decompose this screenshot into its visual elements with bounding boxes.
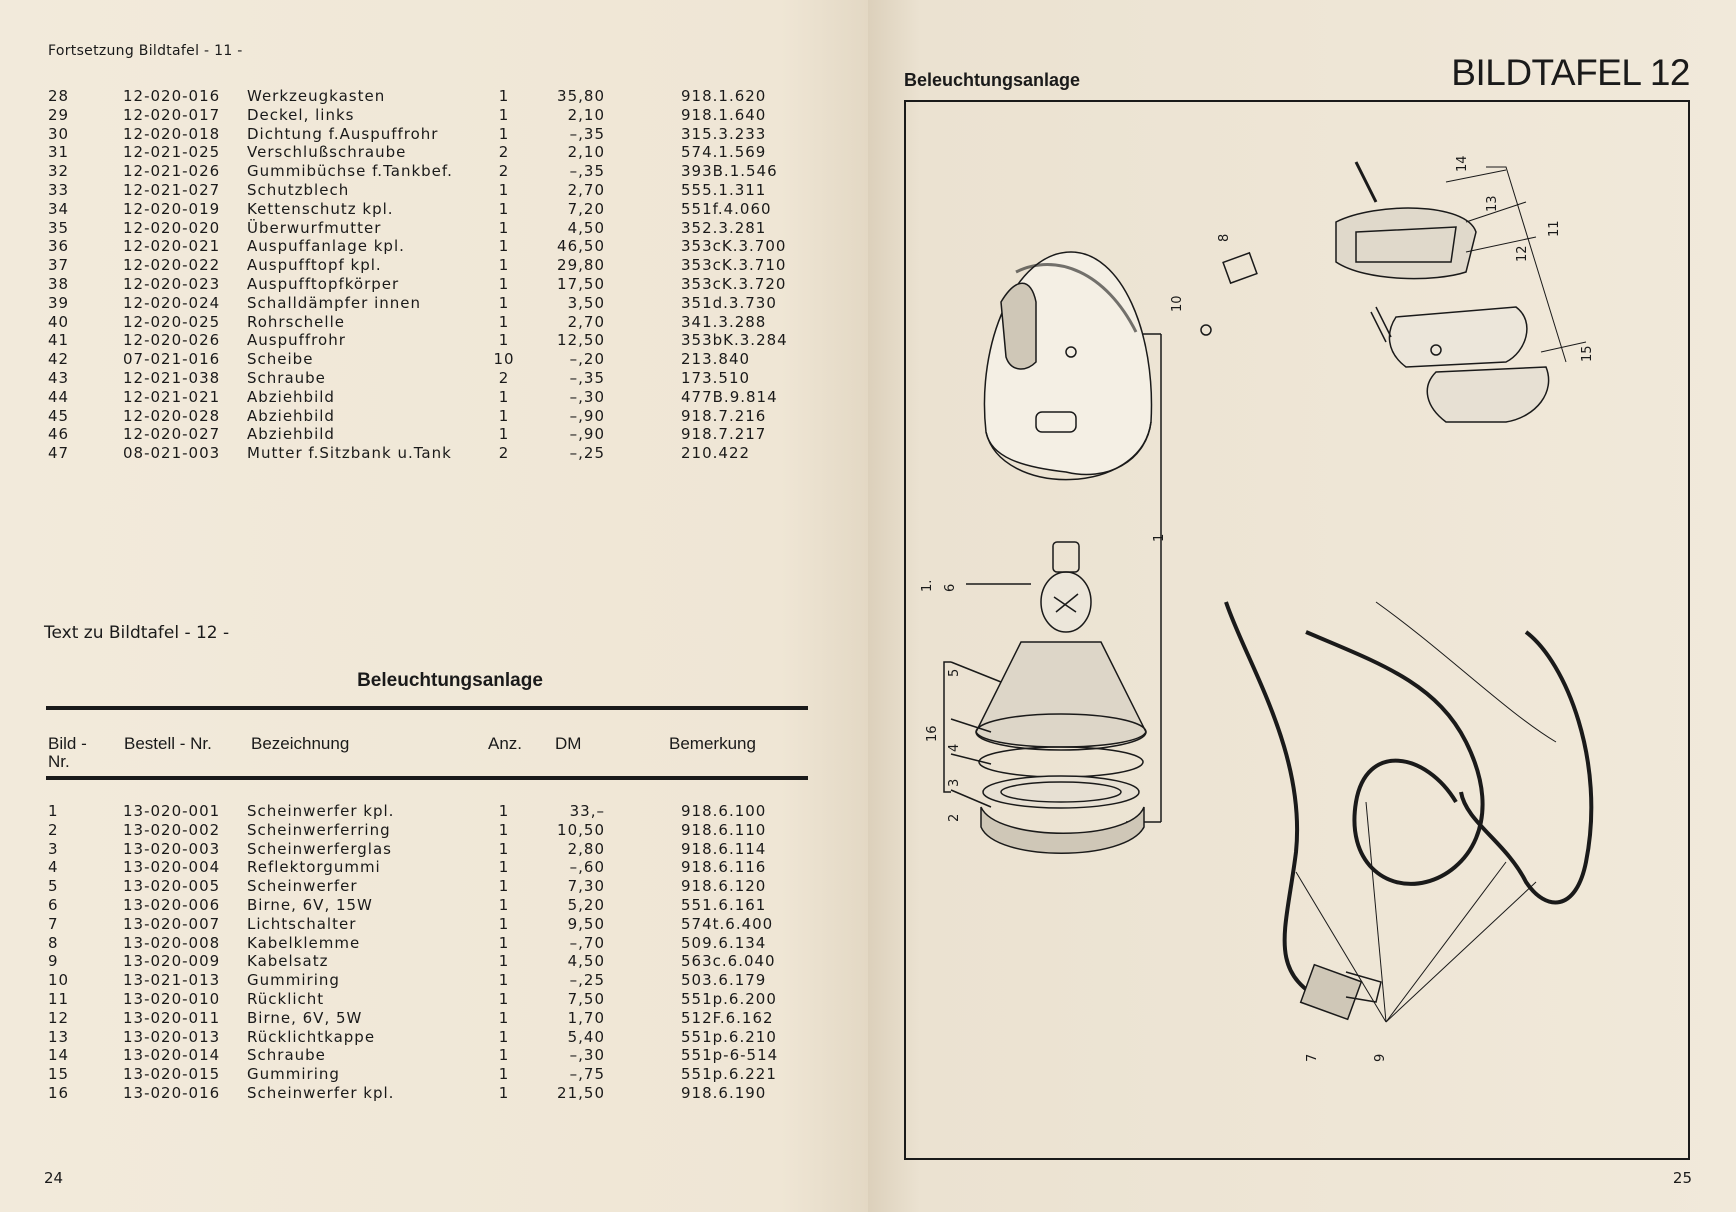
- cell-dm: –,75: [569, 1065, 605, 1084]
- cell-bestell-nr: 12-020-019: [123, 199, 221, 218]
- table-row: [48, 1028, 778, 1047]
- cell-dm: 2,10: [567, 143, 605, 162]
- cell-anz: 1: [498, 820, 510, 839]
- cell-bezeichnung: Schraube: [247, 1046, 326, 1065]
- table-row: [48, 237, 788, 256]
- cell-bestell-nr: 12-020-023: [123, 274, 221, 293]
- cell-bemerkung: 551p.6.200: [681, 989, 777, 1008]
- cell-bestell-nr: 13-021-013: [123, 971, 221, 990]
- table-row: [48, 181, 788, 200]
- cell-anz: 1: [498, 124, 510, 143]
- cell-bezeichnung: Auspuffanlage kpl.: [247, 237, 405, 256]
- table-row: [48, 407, 788, 426]
- cell-bezeichnung: Schraube: [247, 368, 326, 387]
- cell-bemerkung: 551.6.161: [681, 895, 767, 914]
- cell-bestell-nr: 12-021-027: [123, 180, 221, 199]
- parts-table: [48, 802, 778, 1103]
- table-row: [48, 162, 788, 181]
- table-row: [48, 425, 788, 444]
- cell-bestell-nr: 12-020-016: [123, 87, 221, 105]
- cell-nr: 16: [48, 1083, 70, 1102]
- cell-anz: 1: [498, 293, 510, 312]
- cell-anz: 1: [498, 877, 510, 896]
- table-row: [48, 313, 788, 332]
- cell-bestell-nr: 08-021-003: [123, 444, 221, 463]
- cell-bemerkung: 503.6.179: [681, 971, 767, 990]
- table-row: [48, 143, 788, 162]
- cell-dm: 17,50: [557, 274, 605, 293]
- cell-dm: 29,80: [557, 256, 605, 275]
- table-row: [48, 1046, 778, 1065]
- cell-bemerkung: 918.1.640: [681, 105, 767, 124]
- cell-nr: 42: [48, 350, 70, 369]
- cell-nr: 45: [48, 406, 70, 425]
- cell-nr: 39: [48, 293, 70, 312]
- text-heading: Text zu Bildtafel - 12 -: [44, 623, 230, 643]
- col-header-bestell: Bestell - Nr.: [124, 734, 212, 753]
- callout-2: 2: [947, 813, 962, 822]
- cell-dm: –,70: [569, 933, 605, 952]
- cell-anz: 1: [498, 914, 510, 933]
- cell-dm: –,20: [569, 350, 605, 369]
- cell-anz: 1: [498, 87, 510, 105]
- table-row: [48, 858, 778, 877]
- table-row: [48, 219, 788, 238]
- cell-anz: 1: [498, 180, 510, 199]
- cell-bemerkung: 574.1.569: [681, 143, 767, 162]
- cell-dm: 7,20: [567, 199, 605, 218]
- cell-dm: –,90: [569, 425, 605, 444]
- table-row: [48, 200, 788, 219]
- cell-dm: –,30: [569, 1046, 605, 1065]
- cell-bezeichnung: Gummiring: [247, 1065, 340, 1084]
- table-row: [48, 106, 788, 125]
- cell-bestell-nr: 12-020-018: [123, 124, 221, 143]
- cell-anz: 1: [498, 256, 510, 275]
- cell-nr: 9: [48, 952, 59, 971]
- cell-bezeichnung: Auspuffrohr: [247, 331, 346, 350]
- cell-nr: 44: [48, 387, 70, 406]
- cell-bemerkung: 353bK.3.284: [681, 331, 788, 350]
- col-header-anz: Anz.: [488, 734, 523, 753]
- cell-dm: 2,70: [567, 180, 605, 199]
- cell-bezeichnung: Gummiring: [247, 971, 340, 990]
- cell-bemerkung: 351d.3.730: [681, 293, 777, 312]
- table-row: [48, 444, 788, 463]
- cell-dm: 5,20: [567, 895, 605, 914]
- cell-bemerkung: 353cK.3.720: [681, 274, 787, 293]
- cell-bestell-nr: 12-020-027: [123, 425, 221, 444]
- cell-nr: 33: [48, 180, 70, 199]
- cell-bestell-nr: 12-020-028: [123, 406, 221, 425]
- table-row: [48, 877, 778, 896]
- cell-bemerkung: 918.6.120: [681, 877, 767, 896]
- exploded-diagram: [906, 102, 1692, 1162]
- cell-nr: 3: [48, 839, 59, 858]
- cell-bestell-nr: 13-020-004: [123, 858, 221, 877]
- cell-nr: 35: [48, 218, 70, 237]
- cell-anz: 1: [498, 933, 510, 952]
- cell-bemerkung: 555.1.311: [681, 180, 767, 199]
- cell-bestell-nr: 12-021-026: [123, 162, 221, 181]
- cell-nr: 40: [48, 312, 70, 331]
- cell-nr: 12: [48, 1008, 70, 1027]
- cell-anz: 1: [498, 425, 510, 444]
- cell-bemerkung: 918.7.217: [681, 425, 767, 444]
- callout-16: 16: [925, 725, 940, 742]
- cell-dm: 1,70: [567, 1008, 605, 1027]
- table-row: [48, 840, 778, 859]
- cell-bezeichnung: Abziehbild: [247, 406, 335, 425]
- cell-nr: 8: [48, 933, 59, 952]
- cell-nr: 5: [48, 877, 59, 896]
- cell-dm: 7,30: [567, 877, 605, 896]
- table-row: [48, 1084, 778, 1103]
- callout-8: 8: [1217, 233, 1232, 242]
- cell-anz: 1: [498, 839, 510, 858]
- cell-dm: 12,50: [557, 331, 605, 350]
- cell-bezeichnung: Verschlußschraube: [247, 143, 407, 162]
- cell-nr: 37: [48, 256, 70, 275]
- cell-bezeichnung: Auspufftopf kpl.: [247, 256, 382, 275]
- cell-anz: 1: [498, 802, 510, 820]
- cell-bestell-nr: 12-021-021: [123, 387, 221, 406]
- cell-bestell-nr: 12-020-020: [123, 218, 221, 237]
- cell-anz: 1: [498, 1027, 510, 1046]
- cell-dm: 5,40: [567, 1027, 605, 1046]
- cell-nr: 14: [48, 1046, 70, 1065]
- cell-bemerkung: 352.3.281: [681, 218, 767, 237]
- cell-bezeichnung: Gummibüchse f.Tankbef.: [247, 162, 453, 181]
- table-row: [48, 256, 788, 275]
- cell-anz: 1: [498, 1008, 510, 1027]
- callout-3: 3: [947, 778, 962, 787]
- cell-bestell-nr: 07-021-016: [123, 350, 221, 369]
- callout-9: 9: [1373, 1053, 1388, 1062]
- cell-anz: 1: [498, 406, 510, 425]
- page-number-left: 24: [44, 1169, 64, 1187]
- cell-dm: 10,50: [557, 820, 605, 839]
- cell-bemerkung: 574t.6.400: [681, 914, 774, 933]
- cell-anz: 1: [498, 989, 510, 1008]
- wiring-harness-drawing: [1226, 602, 1591, 1002]
- cell-nr: 47: [48, 444, 70, 463]
- table-row: [48, 331, 788, 350]
- table-row: [48, 275, 788, 294]
- cell-anz: 1: [498, 895, 510, 914]
- cell-bestell-nr: 12-020-017: [123, 105, 221, 124]
- cell-anz: 1: [498, 858, 510, 877]
- cell-nr: 4: [48, 858, 59, 877]
- plate-title: BILDTAFEL 12: [1451, 52, 1690, 93]
- cell-bezeichnung: Auspufftopfkörper: [247, 274, 400, 293]
- cell-anz: 1: [498, 105, 510, 124]
- table-row: [48, 952, 778, 971]
- cell-bemerkung: 213.840: [681, 350, 751, 369]
- table-row: [48, 1065, 778, 1084]
- cell-bemerkung: 918.6.100: [681, 802, 767, 820]
- cell-nr: 13: [48, 1027, 70, 1046]
- cell-bezeichnung: Scheinwerferglas: [247, 839, 392, 858]
- page-number-right: 25: [1672, 1169, 1692, 1187]
- col-header-bild: Bild - Nr.: [48, 734, 87, 771]
- cell-bestell-nr: 13-020-005: [123, 877, 221, 896]
- cell-dm: 2,80: [567, 839, 605, 858]
- callout-7: 7: [1305, 1053, 1320, 1062]
- cell-nr: 1: [48, 802, 59, 820]
- cell-bemerkung: 551p.6.221: [681, 1065, 777, 1084]
- cell-nr: 7: [48, 914, 59, 933]
- cell-bestell-nr: 13-020-002: [123, 820, 221, 839]
- cell-dm: –,35: [569, 162, 605, 181]
- cell-bezeichnung: Scheinwerfer kpl.: [247, 1083, 395, 1102]
- continuation-heading: Fortsetzung Bildtafel - 11 -: [48, 43, 243, 59]
- table-row: [48, 990, 778, 1009]
- cell-anz: 10: [493, 350, 515, 369]
- cell-bezeichnung: Abziehbild: [247, 387, 335, 406]
- headlight-shell-drawing: [984, 252, 1151, 480]
- table-row: [48, 1009, 778, 1028]
- cell-anz: 1: [498, 237, 510, 256]
- cell-dm: 35,80: [557, 87, 605, 105]
- table-row: [48, 350, 788, 369]
- header-rule-top: [46, 706, 808, 710]
- cell-anz: 1: [498, 312, 510, 331]
- cell-anz: 1: [498, 387, 510, 406]
- cell-dm: 2,70: [567, 312, 605, 331]
- light-switch-drawing: [1301, 965, 1381, 1020]
- cable-clamp-drawing: [1223, 253, 1257, 283]
- cell-anz: 2: [498, 444, 510, 463]
- cell-dm: 9,50: [567, 914, 605, 933]
- table-row: [48, 87, 788, 106]
- cell-bestell-nr: 13-020-011: [123, 1008, 221, 1027]
- cell-anz: 1: [498, 1083, 510, 1102]
- cell-anz: 2: [498, 162, 510, 181]
- cell-bemerkung: 551p-6-514: [681, 1046, 779, 1065]
- cell-dm: 3,50: [567, 293, 605, 312]
- cell-bestell-nr: 12-020-026: [123, 331, 221, 350]
- cell-bestell-nr: 12-020-022: [123, 256, 221, 275]
- cell-bezeichnung: Rohrschelle: [247, 312, 345, 331]
- callout-4: 4: [947, 743, 962, 752]
- cell-bemerkung: 477B.9.814: [681, 387, 778, 406]
- cell-dm: –,90: [569, 406, 605, 425]
- table-row: [48, 896, 778, 915]
- cell-bezeichnung: Abziehbild: [247, 425, 335, 444]
- cell-bemerkung: 512F.6.162: [681, 1008, 774, 1027]
- cell-nr: 29: [48, 105, 70, 124]
- cell-dm: 7,50: [567, 989, 605, 1008]
- cell-bezeichnung: Überwurfmutter: [247, 218, 382, 237]
- col-header-bezeichnung: Bezeichnung: [251, 734, 350, 753]
- cell-bemerkung: 551p.6.210: [681, 1027, 777, 1046]
- cell-bemerkung: 551f.4.060: [681, 199, 772, 218]
- cell-dm: 4,50: [567, 952, 605, 971]
- cell-nr: 10: [48, 971, 70, 990]
- table-row: [48, 971, 778, 990]
- bulb-drawing: [1041, 542, 1091, 632]
- cell-bezeichnung: Dichtung f.Auspuffrohr: [247, 124, 439, 143]
- callout-11: 11: [1547, 220, 1562, 237]
- cell-bezeichnung: Schutzblech: [247, 180, 350, 199]
- table-row: [48, 934, 778, 953]
- cell-anz: 1: [498, 218, 510, 237]
- exploded-diagram-frame: [904, 100, 1690, 1160]
- cell-nr: 32: [48, 162, 70, 181]
- cell-dm: –,30: [569, 387, 605, 406]
- cell-nr: 38: [48, 274, 70, 293]
- cell-bemerkung: 509.6.134: [681, 933, 767, 952]
- cell-bemerkung: 918.6.190: [681, 1083, 767, 1102]
- cell-anz: 2: [498, 143, 510, 162]
- cell-dm: –,35: [569, 124, 605, 143]
- cell-dm: 33,–: [569, 802, 605, 820]
- cell-nr: 6: [48, 895, 59, 914]
- cell-nr: 15: [48, 1065, 70, 1084]
- cell-nr: 31: [48, 143, 70, 162]
- cell-nr: 11: [48, 989, 70, 1008]
- callout-6: 6: [943, 583, 958, 592]
- col-header-dm: DM: [555, 734, 582, 753]
- cell-anz: 1: [498, 199, 510, 218]
- callout-10: 10: [1170, 295, 1185, 312]
- cell-bezeichnung: Lichtschalter: [247, 914, 357, 933]
- cell-bezeichnung: Reflektorgummi: [247, 858, 381, 877]
- cell-dm: 2,10: [567, 105, 605, 124]
- cell-bemerkung: 918.6.110: [681, 820, 767, 839]
- cell-anz: 1: [498, 1065, 510, 1084]
- cell-bestell-nr: 12-020-025: [123, 312, 221, 331]
- cell-bemerkung: 210.422: [681, 444, 751, 463]
- table-row: [48, 369, 788, 388]
- cell-anz: 1: [498, 971, 510, 990]
- callout-13: 13: [1485, 195, 1500, 212]
- cell-bestell-nr: 13-020-006: [123, 895, 221, 914]
- cell-anz: 1: [498, 952, 510, 971]
- table-row: [48, 294, 788, 313]
- cell-bezeichnung: Scheibe: [247, 350, 314, 369]
- cell-anz: 1: [498, 274, 510, 293]
- cell-nr: 28: [48, 87, 70, 105]
- table-row: [48, 915, 778, 934]
- header-rule-bottom: [46, 776, 808, 780]
- cell-nr: 46: [48, 425, 70, 444]
- cell-anz: 1: [498, 1046, 510, 1065]
- callout-1: 1: [1152, 533, 1167, 542]
- cell-bestell-nr: 12-021-038: [123, 368, 221, 387]
- cell-bemerkung: 918.7.216: [681, 406, 767, 425]
- cell-dm: –,60: [569, 858, 605, 877]
- cell-bemerkung: 563c.6.040: [681, 952, 776, 971]
- section-title: Beleuchtungsanlage: [357, 670, 543, 691]
- cell-bezeichnung: Werkzeugkasten: [247, 87, 386, 105]
- cell-nr: 2: [48, 820, 59, 839]
- callout-12: 12: [1515, 245, 1530, 262]
- cell-bemerkung: 918.1.620: [681, 87, 767, 105]
- cell-dm: –,25: [569, 444, 605, 463]
- cell-bezeichnung: Birne, 6V, 15W: [247, 895, 373, 914]
- cell-bezeichnung: Mutter f.Sitzbank u.Tank: [247, 444, 452, 463]
- cell-bestell-nr: 13-020-007: [123, 914, 221, 933]
- cell-bestell-nr: 13-020-009: [123, 952, 221, 971]
- cell-nr: 43: [48, 368, 70, 387]
- cell-bemerkung: 353cK.3.710: [681, 256, 787, 275]
- cell-bemerkung: 315.3.233: [681, 124, 767, 143]
- table-row: [48, 802, 778, 821]
- cell-bemerkung: 173.510: [681, 368, 751, 387]
- cell-bezeichnung: Scheinwerfer kpl.: [247, 802, 395, 820]
- cell-nr: 34: [48, 199, 70, 218]
- cell-bestell-nr: 12-021-025: [123, 143, 221, 162]
- cell-dm: 46,50: [557, 237, 605, 256]
- cell-bezeichnung: Kabelklemme: [247, 933, 361, 952]
- cell-bezeichnung: Scheinwerferring: [247, 820, 391, 839]
- col-header-bemerkung: Bemerkung: [669, 734, 756, 753]
- cell-dm: 21,50: [557, 1083, 605, 1102]
- parts-table-continued: [48, 87, 788, 463]
- cell-bemerkung: 353cK.3.700: [681, 237, 787, 256]
- reflector-rings-drawing: [976, 642, 1146, 853]
- cell-dm: –,25: [569, 971, 605, 990]
- cell-bestell-nr: 12-020-021: [123, 237, 221, 256]
- cell-bezeichnung: Schalldämpfer innen: [247, 293, 422, 312]
- cell-anz: 1: [498, 331, 510, 350]
- cell-bestell-nr: 13-020-015: [123, 1065, 221, 1084]
- cell-nr: 36: [48, 237, 70, 256]
- cell-bestell-nr: 13-020-014: [123, 1046, 221, 1065]
- cell-bemerkung: 393B.1.546: [681, 162, 778, 181]
- cell-bestell-nr: 12-020-024: [123, 293, 221, 312]
- callout-5: 5: [947, 668, 962, 677]
- cell-bezeichnung: Rücklichtkappe: [247, 1027, 376, 1046]
- right-page: [868, 0, 1736, 1212]
- cell-bestell-nr: 13-020-008: [123, 933, 221, 952]
- cell-dm: 4,50: [567, 218, 605, 237]
- cell-bemerkung: 918.6.116: [681, 858, 767, 877]
- cell-bestell-nr: 13-020-001: [123, 802, 221, 820]
- cell-bezeichnung: Birne, 6V, 5W: [247, 1008, 363, 1027]
- callout-14: 14: [1455, 155, 1470, 172]
- cell-bestell-nr: 13-020-003: [123, 839, 221, 858]
- cell-bestell-nr: 13-020-010: [123, 989, 221, 1008]
- cell-bezeichnung: Kabelsatz: [247, 952, 329, 971]
- cell-bestell-nr: 13-020-013: [123, 1027, 221, 1046]
- callout-15: 15: [1580, 345, 1595, 362]
- plate-subject-title: Beleuchtungsanlage: [904, 70, 1081, 90]
- cell-nr: 30: [48, 124, 70, 143]
- cell-bemerkung: 341.3.288: [681, 312, 767, 331]
- cell-bemerkung: 918.6.114: [681, 839, 767, 858]
- table-row: [48, 388, 788, 407]
- cell-bezeichnung: Deckel, links: [247, 105, 355, 124]
- cell-dm: –,35: [569, 368, 605, 387]
- cell-bezeichnung: Rücklicht: [247, 989, 325, 1008]
- rubber-ring-drawing: [1201, 325, 1211, 335]
- table-row: [48, 125, 788, 144]
- cell-anz: 2: [498, 368, 510, 387]
- table-row: [48, 821, 778, 840]
- callout-1-bulb: 1.: [920, 579, 935, 592]
- cell-bestell-nr: 13-020-016: [123, 1083, 221, 1102]
- cell-bezeichnung: Scheinwerfer: [247, 877, 358, 896]
- cell-nr: 41: [48, 331, 70, 350]
- cell-bezeichnung: Kettenschutz kpl.: [247, 199, 394, 218]
